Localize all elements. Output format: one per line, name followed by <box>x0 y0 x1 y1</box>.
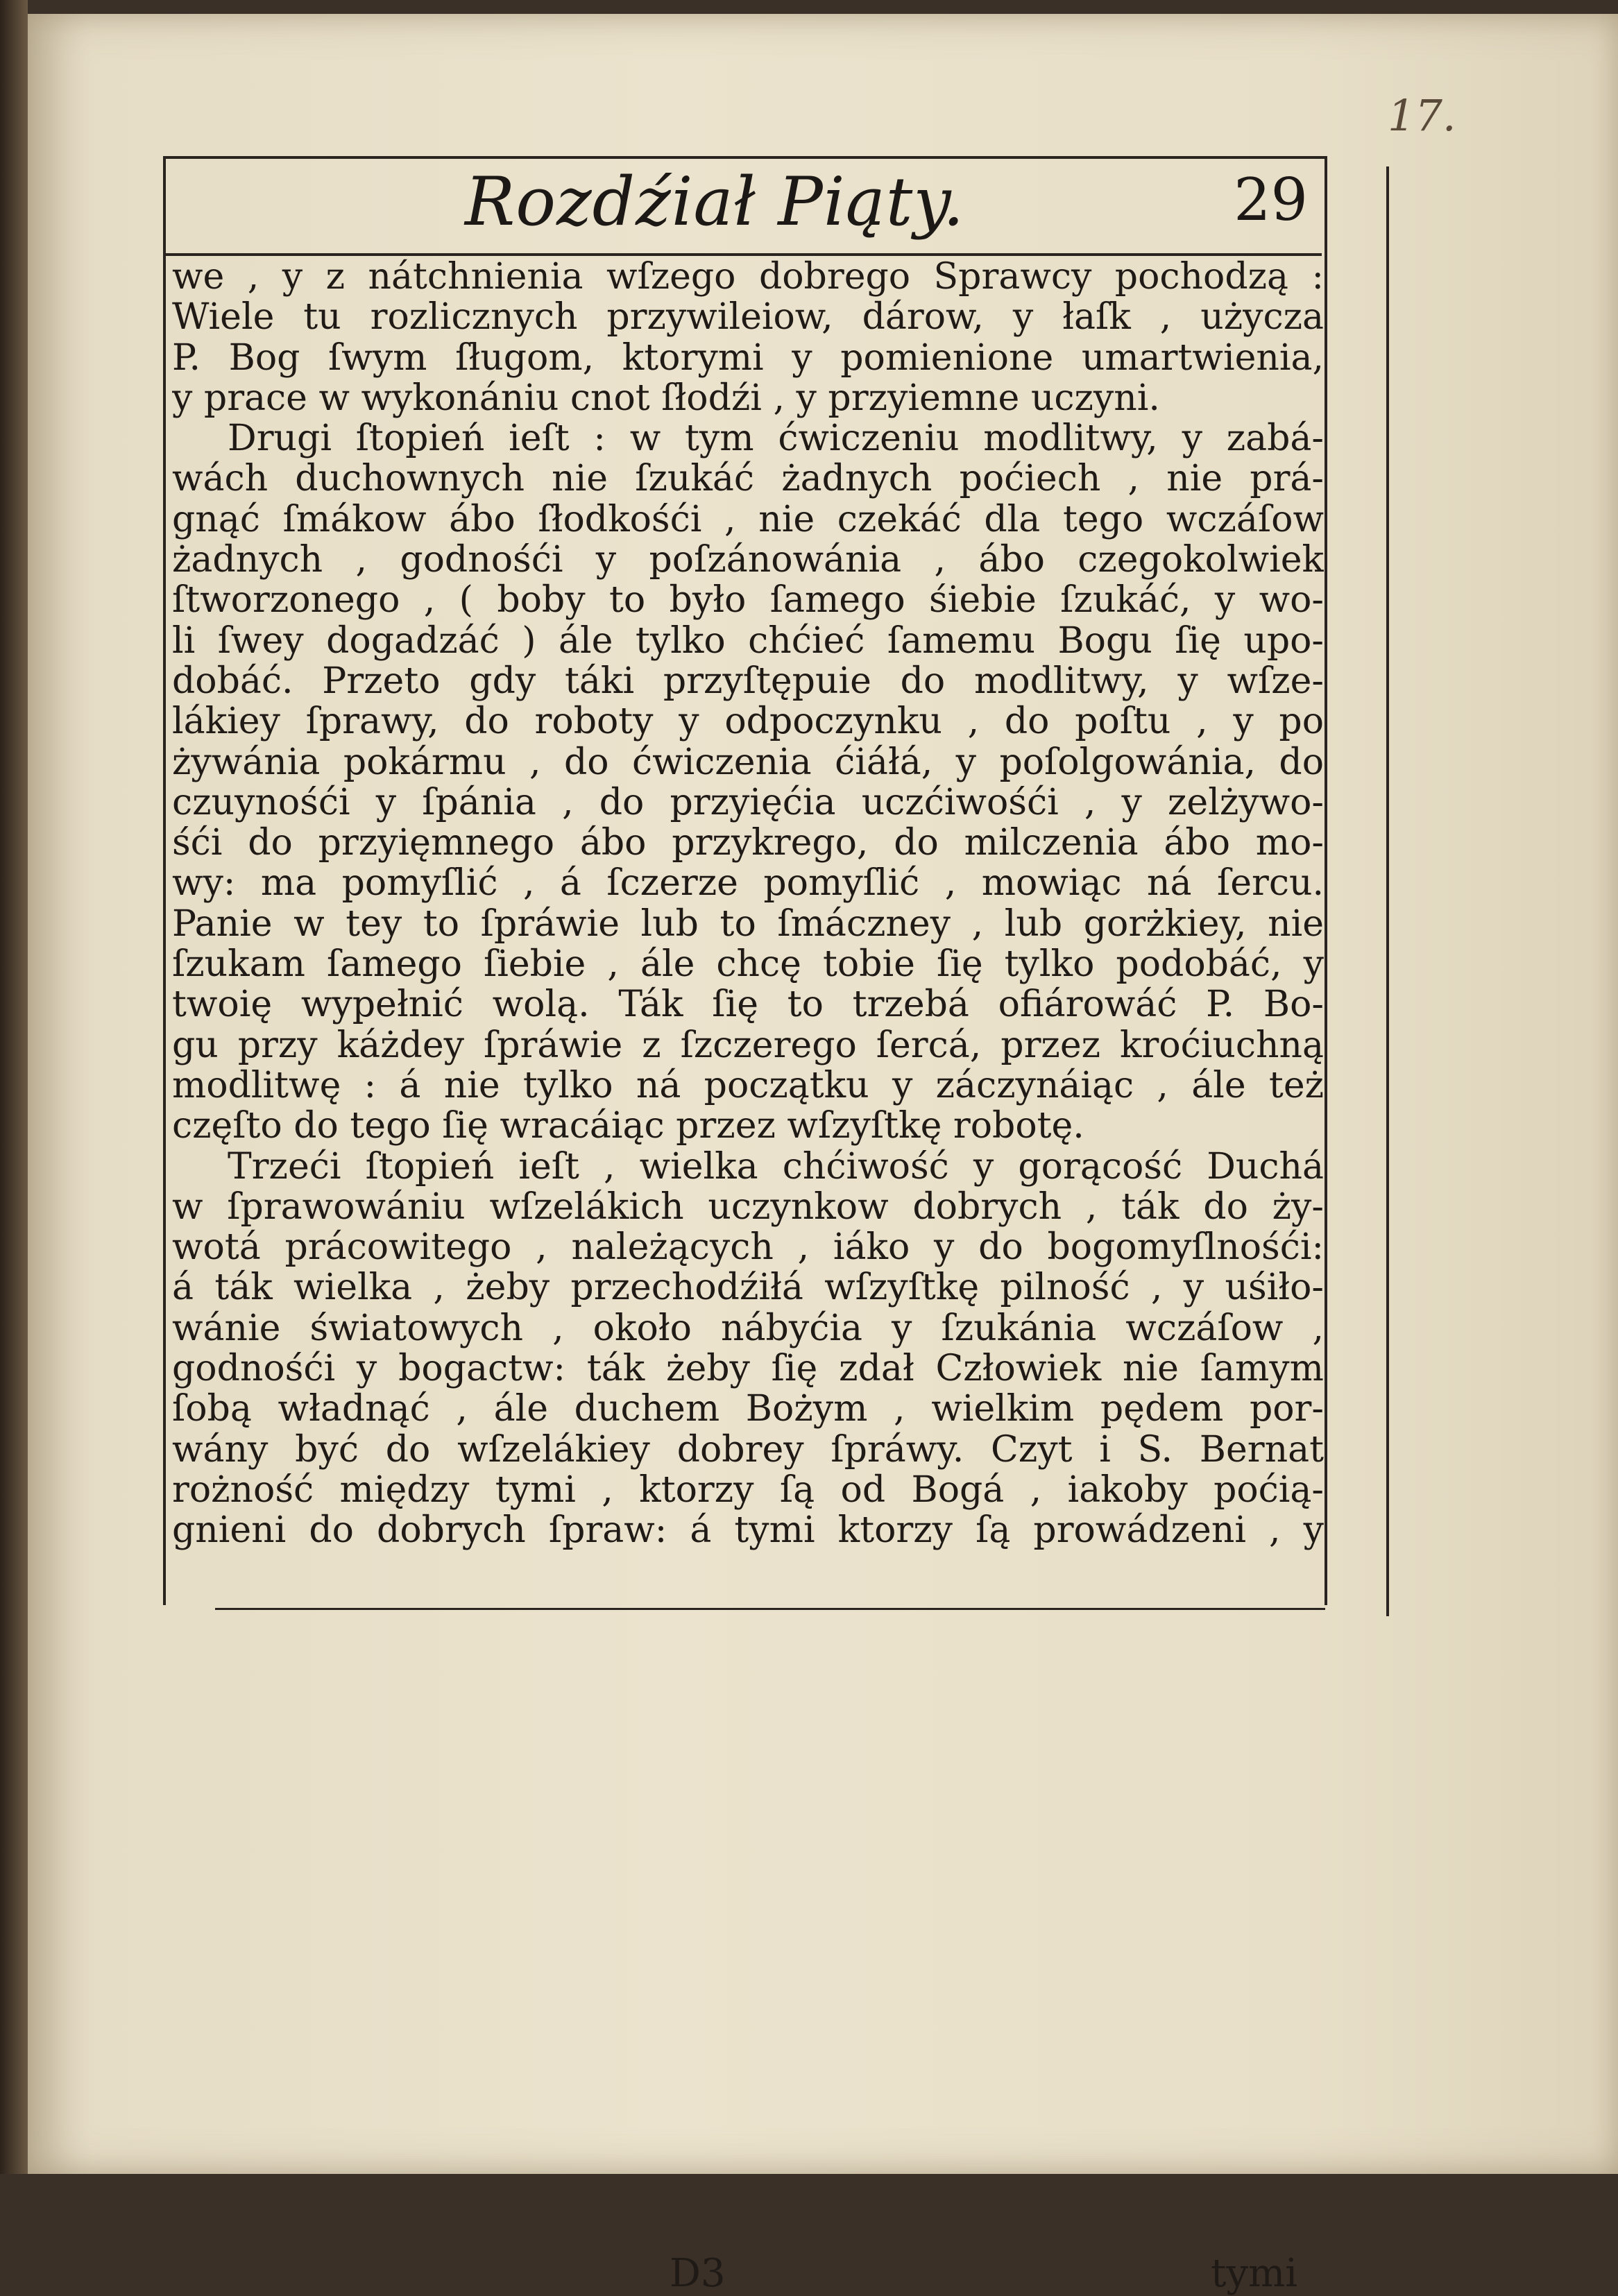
book-gutter <box>0 0 28 2174</box>
text-line: á ták wielka , żeby przechodźiłá wſzyſtkę pilność , y uśiło- <box>172 1267 1324 1308</box>
text-line: śći do przyięmnego ábo przykrego, do milczenia ábo mo- <box>172 823 1324 864</box>
text-line: wy: ma pomyſlić , á ſczerze pomyſlić , mowiąc ná ſercu. <box>172 863 1324 904</box>
catchword: tymi <box>1211 2251 1298 2296</box>
text-line: rożność między tymi , ktorzy ſą od Bogá , iakoby poćią- <box>172 1469 1324 1511</box>
text-line: w ſprawowániu wſzelákich uczynkow dobrych , ták do ży- <box>172 1186 1324 1228</box>
text-line: li ſwey dogadzáć ) ále tylko chćieć ſamemu Bogu ſię upo- <box>172 620 1324 661</box>
text-line: we , y z nátchnienia wſzego dobrego Sprawcy pochodzą : <box>172 257 1324 298</box>
text-line: gu przy káżdey ſpráwie z ſzczerego ſercá, przez krоćiuchną <box>172 1025 1324 1065</box>
text-line: P. Bog ſwym ſługom, ktorymi y pomienione umartwienia, <box>172 337 1324 378</box>
text-line: twoię wypełnić wolą. Ták ſię to trzebá ofiárowáć P. Bo- <box>172 984 1324 1025</box>
text-line: żywánia pokármu , do ćwiczenia ćiáłá, y poſolgowánia, do <box>172 742 1324 782</box>
text-line: Drugi ſtopień ieſt : w tym ćwiczeniu modlitwy, y zabá- <box>228 418 1324 459</box>
text-line: Trzeći ſtopień ieſt , wielka chćiwość y gorącość Duchá <box>228 1146 1324 1187</box>
text-line: ſobą władnąć , ále duchem Bożym , wielkim pędem por- <box>172 1389 1324 1430</box>
text-line: żadnych , godnośći y poſzánowánia , ábo czegokolwiek <box>172 540 1324 581</box>
frame-right-rule <box>1386 166 1389 1616</box>
text-line: częſto do tego ſię wracáiąc przez wſzyſtkę robotę. <box>172 1106 1084 1147</box>
running-title: Rozdźiał Piąty. <box>465 163 965 241</box>
footer-rule <box>215 1608 1325 1610</box>
text-line: wotá prácowitego , należących , iáko y do bogomyſlnośći: <box>172 1227 1324 1268</box>
text-line: wánie światowych , około nábyćia y ſzukánia wczáſow , <box>172 1308 1324 1349</box>
page-header <box>167 163 1322 246</box>
text-line: czuynośći y ſpánia , do przyięćia uczćiwośći , y zelżywo- <box>172 782 1324 823</box>
text-line: godnośći y bogactw: ták żeby ſię zdał Człowiek nie ſamym <box>172 1348 1324 1389</box>
text-line: wách duchownych nie ſzukáć żadnych poćiech , nie prá- <box>172 459 1324 499</box>
text-line: Wiele tu rozlicznych przywileiow, dárow, y łaſk , użycza <box>172 297 1324 338</box>
text-line: modlitwę : á nie tylko ná początku y záczynáiąc , ále też <box>172 1065 1324 1106</box>
folio-note: 17. <box>1388 90 1456 141</box>
body-text <box>172 257 1324 1551</box>
text-line: gnieni do dobrych ſpraw: á tymi ktorzy ſą prowádzeni , y <box>172 1510 1324 1551</box>
text-line: ſzukam ſamego ſiebie , ále chcę tobie ſię tylko podobáć, y <box>172 944 1324 985</box>
signature-mark: D3 <box>670 2251 726 2296</box>
text-line: lákiey ſprawy, do roboty y odpoczynku , do poſtu , y po <box>172 701 1324 742</box>
header-rule <box>163 253 1322 256</box>
text-line: wány być do wſzelákiey dobrey ſpráwy. Czyt i S. Bernat <box>172 1429 1324 1470</box>
text-line: gnąć ſmákow ábo ſłodkośći , nie czekáć dla tego wczáſow <box>172 499 1324 540</box>
text-line: Panie w tey to ſpráwie lub to ſmáczney , lub gorżkiey, nie <box>172 903 1324 945</box>
page-number: 29 <box>1234 166 1308 234</box>
text-line: ſtworzonego , ( boby to było ſamego śiebie ſzukáć, y wo- <box>172 580 1324 621</box>
text-line: dobáć. Przeto gdy táki przyſtępuie do modlitwy, y wſze- <box>172 660 1324 702</box>
text-line: y prace w wykonániu cnot ſłodźi , y przyiemne uczyni. <box>172 377 1160 419</box>
